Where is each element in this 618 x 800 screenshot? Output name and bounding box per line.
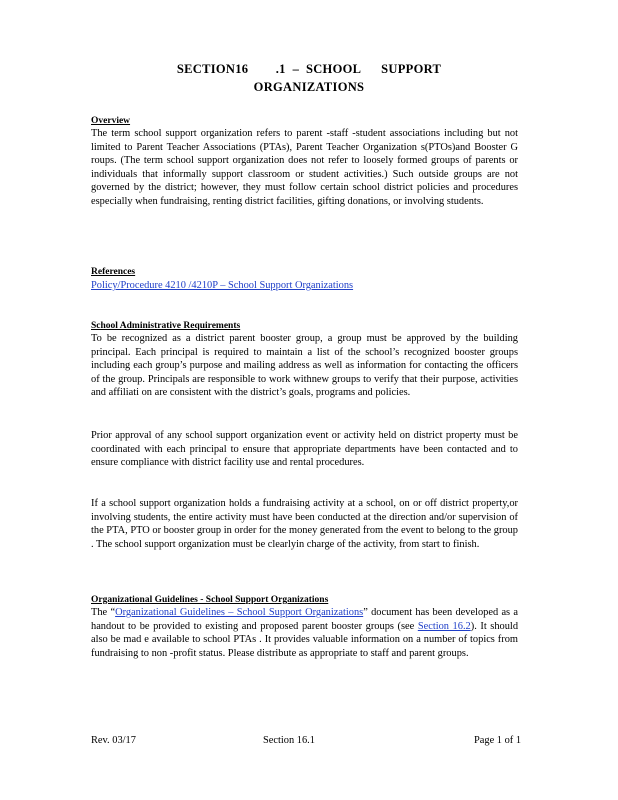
organizational-guidelines-link[interactable]: Organizational Guidelines – School Support Organizations xyxy=(115,607,364,618)
page-title-line-1: SECTION16 .1 – SCHOOL SUPPORT xyxy=(176,62,442,76)
footer-page-number: Page 1 of 1 xyxy=(474,735,522,746)
policy-4210-link[interactable]: Policy/Procedure 4210 /4210P – School Support Organizations xyxy=(91,280,354,291)
guidelines-heading: Organizational Guidelines - School Support Organizations xyxy=(91,595,329,605)
overview-heading: Overview xyxy=(91,116,131,126)
guidelines-text-mid: ” document has been developed as a handout to be provided to existing and proposed parent booster groups (see xyxy=(91,607,519,632)
footer-section: Section 16.1 xyxy=(263,735,315,746)
overview-paragraph: The term school support organization refers to parent -staff -student associations including but not limited to Parent Teacher Associations (PTAs), Parent Teacher Organization s(PTOs)and Booster G roups. (The term school support organization does not refer to loosely formed groups of parents or individuals that informally support classroom or student activities.) Such outside groups are not governed by the district; however, they must follow certain school district policies and procedures especially when fundraising, renting district facilities, gifting donations, or involving students. xyxy=(91,128,518,207)
references-line xyxy=(91,279,518,293)
admin-paragraph-3: If a school support organization holds a fundraising activity at a school, on or off district property,or involving students, the entire activity must have been conducted at the direction and/or supervision of the PTA, PTO or booster group in order for the money generated from the event to belong to the group . The school support organization must be clearlyin charge of the activity, from start to finish. xyxy=(91,498,518,550)
guidelines-paragraph xyxy=(91,606,518,660)
guidelines-text-pre: The “ xyxy=(91,607,116,618)
page-title-line-2: ORGANIZATIONS xyxy=(253,80,365,94)
footer-revision: Rev. 03/17 xyxy=(91,735,136,746)
section-16-2-link[interactable]: Section 16.2 xyxy=(417,620,471,632)
admin-requirements-heading: School Administrative Requirements xyxy=(91,321,241,331)
references-heading: References xyxy=(91,267,136,277)
guidelines-text-post: ). It should also be mad e available to school PTAs . It provides valuable information on a number of topics from fundraising to non -profit status. Please distribute as appropriate to staff and parent groups. xyxy=(91,620,519,659)
admin-paragraph-2: Prior approval of any school support organization event or activity held on district property must be coordinated with each principal to ensure that appropriate departments have been contacted and to ensure compliance with district facility use and rental procedures. xyxy=(91,430,518,469)
admin-paragraph-1: To be recognized as a district parent booster group, a group must be approved by the building principal. Each principal is required to maintain a list of the school’s recognized booster groups including each group’s purpose and mailing address as well as information for contacting the officers of the group. Principals are responsible to work withnew groups to verify that their purpose, activities and affiliati on are consistent with the district’s goals, programs and policies. xyxy=(91,333,518,399)
